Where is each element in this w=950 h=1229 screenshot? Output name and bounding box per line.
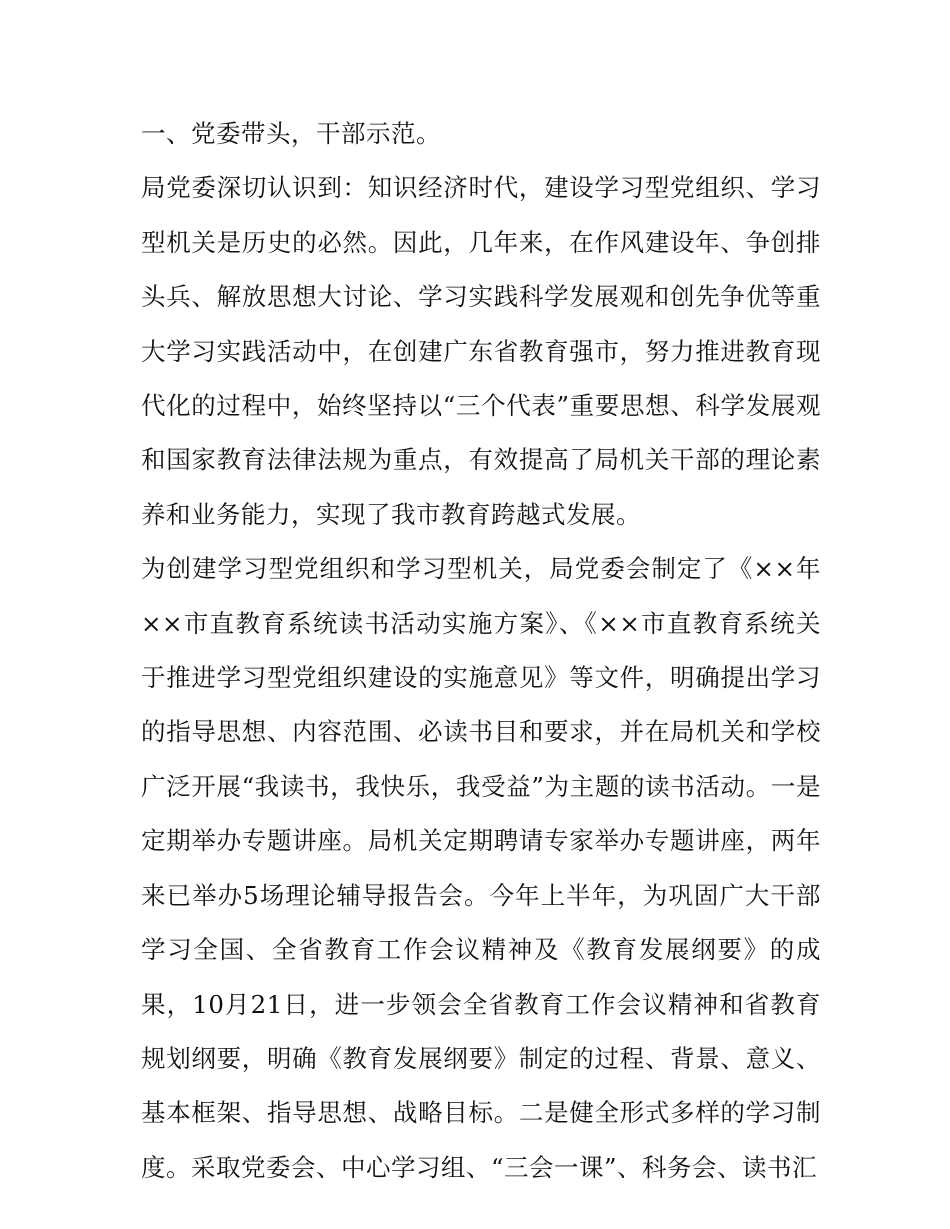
section-heading: 一、党委带头，干部示范。 bbox=[141, 119, 441, 148]
paragraph: 为创建学习型党组织和学习型机关，局党委会制定了《××年××市直教育系统读书活动实施方案》、《××市直教育系统关于推进学习型党组织建设的实施意见》等文件，明确提出学习的指导思想、内容范围、必读书目和要求，并在局机关和学校广泛开展“我读书，我快乐，我受益”为主题的读书活动。一是定期举办专题讲座。局机关定期聘请专家举办专题讲座，两年来已举办5场理论辅导报告会。今年上半年，为巩固广大干部学习全国、全省教育工作会议精神及《教育发展纲要》的成果，10月21日，进一步领会全省教育工作会议精神和省教育规划纲要，明确《教育发展纲要》制定的过程、背景、意义、基本框架、指导思想、战略目标。二是健全形式多样的学习制度。采取党委会、中心学习组、“三会一课”、科务会、读书汇 bbox=[141, 554, 821, 1182]
document-body bbox=[141, 107, 821, 1195]
paragraph: 局党委深切认识到：知识经济时代，建设学习型党组织、学习型机关是历史的必然。因此，几年来，在作风建设年、争创排头兵、解放思想大讨论、学习实践科学发展观和创先争优等重大学习实践活动中，在创建广东省教育强市，努力推进教育现代化的过程中，始终坚持以“三个代表”重要思想、科学发展观和国家教育法律法规为重点，有效提高了局机关干部的理论素养和业务能力，实现了我市教育跨越式发展。 bbox=[141, 173, 821, 529]
